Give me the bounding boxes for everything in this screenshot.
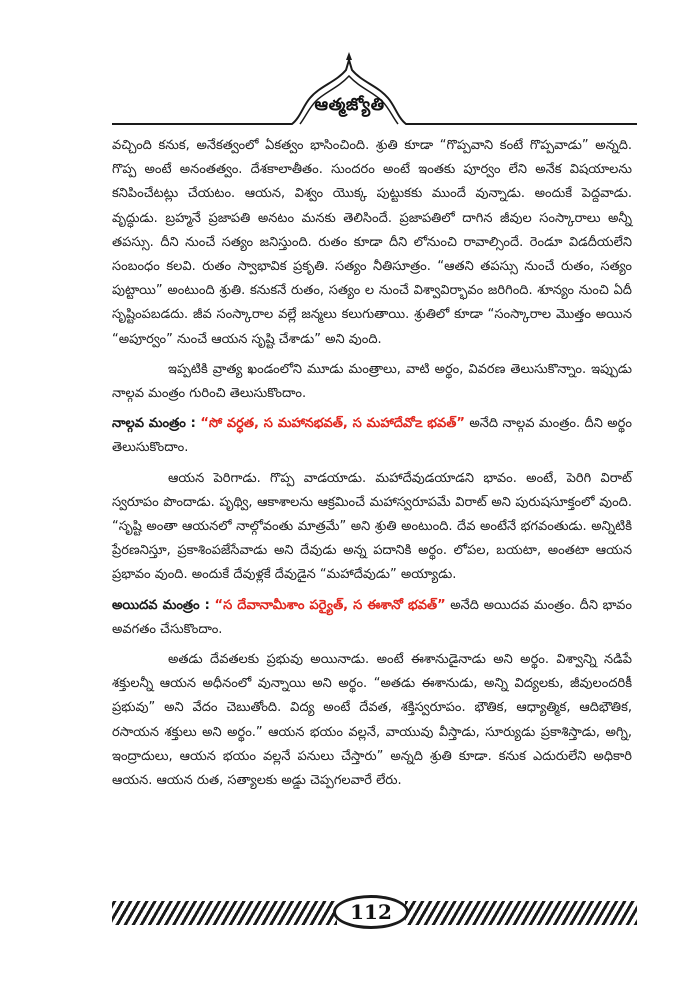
page-header	[0, 0, 699, 150]
mantra-quote: “స దేవానామీశాం పర్యైత్, స ఈశానో భవత్”	[214, 597, 446, 613]
page-footer	[112, 893, 637, 933]
book-title: ఆత్మజ్యోతి	[314, 95, 385, 115]
paragraph-text: అనేది అయిదవ మంత్రం. దీని భావం అవగతం చేసుకొందాం.	[112, 597, 632, 637]
hatch-band-right	[405, 901, 637, 925]
mantra-quote: “సో వర్ధత, స మహానభవత్, స మహాదేవో౽ భవత్”	[200, 416, 465, 432]
mantra-paragraph	[112, 412, 632, 460]
page-body	[112, 134, 632, 793]
mantra-paragraph	[112, 594, 632, 642]
mantra-heading: అయిదవ మంత్రం :	[112, 597, 210, 613]
dome-frame-ornament	[0, 0, 699, 150]
hatch-band-left	[112, 901, 337, 925]
paragraph: అతడు దేవతలకు ప్రభువు అయినాడు. అంటే ఈశానుడైనాడు అని అర్థం. విశ్వాన్ని నడిపే శక్తులన్నీ ఆయన అధీనంలో వున్నాయి అని అర్థం. “అతడు ఈశానుడు, అన్ని విద్యలకు, జీవులందరికీ ప్రభువు” అని వేదం చెబుతోంది. విద్య అంటే దేవత, శక్తిస్వరూపం. భౌతిక, ఆధ్యాత్మిక, ఆదిభౌతిక, రసాయన శక్తులు అని అర్థం.” ఆయన భయం వల్లనే, వాయువు వీస్తాడు, సూర్యుడు ప్రకాశిస్తాడు, అగ్ని, ఇంద్రాదులు, ఆయన భయం వల్లనే పనులు చేస్తారు” అన్నది శ్రుతి కూడా. కనుక ఎదురులేని అధికారి ఆయన. ఆయన రుత, సత్యాలకు అడ్డు చెప్పగలవారే లేరు.	[112, 652, 632, 789]
mantra-heading: నాల్గవ మంత్రం :	[112, 416, 196, 432]
page-number: 112	[333, 895, 409, 929]
paragraph: ఆయన పెరిగాడు. గొప్ప వాడయాడు. మహాదేవుడయాడని భావం. అంటే, పెరిగి విరాట్ స్వరూపం పొందాడు. పృథ్వి, ఆకాశాలను ఆక్రమించే మహాస్వరూపమే విరాట్ అని పురుషసూక్తంలో వుంది. “సృష్టి అంతా ఆయనలో నాల్గోవంతు మాత్రమే” అని శ్రుతి అంటుంది. దేవ అంటేనే భగవంతుడు. అన్నిటికి ప్రేరణనిస్తూ, ప్రకాశింపజేసేవాడు అని దేవుడు అన్న పదానికి అర్థం. లోపల, బయటా, అంతటా ఆయన ప్రభావం వుంది. అందుకే దేవుళ్లకే దేవుడైన “మహాదేవుడు” అయ్యాడు.	[112, 470, 632, 583]
paragraph: వచ్చింది కనుక, అనేకత్వంలో ఏకత్వం భాసించింది. శ్రుతి కూడా “గొప్పవాని కంటే గొప్పవాడు” అన్నది. గొప్ప అంటే అనంతత్వం. దేశకాలాతీతం. సుందరం అంటే ఇంతకు పూర్వం లేని అనేక విషయాలను కనిపించేటట్లు చేయటం. ఆయన, విశ్వం యొక్క పుట్టుకకు ముందే వున్నాడు. అందుకే పెద్దవాడు. వృద్ధుడు. బ్రహ్మనే ప్రజాపతి అనటం మనకు తెలిసిందే. ప్రజాపతిలో దాగిన జీవుల సంస్కారాలు అన్నీ తపస్సు. దీని నుంచే సత్యం జనిస్తుంది. రుతం కూడా దీని లోనుంచి రావాల్సిందే. రెండూ విడదీయలేని సంబంధం కలవి. రుతం స్వాభావిక ప్రకృతి. సత్యం నీతిసూత్రం. “ఆతని తపస్సు నుంచే రుతం, సత్యం పుట్టాయి” అంటుంది శ్రుతి. కనుకనే రుతం, సత్యం ల నుంచే విశ్వావిర్భావం జరిగింది. శూన్యం నుంచి ఏదీ సృష్టింపబడదు. జీవ సంస్కారాల వల్లే జన్మలు కలుగుతాయి. శ్రుతిలో కూడా “సంస్కారాల మొత్తం అయిన “అపూర్వం” నుంచే ఆయన సృష్టి చేశాడు” అని వుంది.	[112, 138, 632, 347]
paragraph-text: అనేది నాల్గవ మంత్రం. దీని అర్థం తెలుసుకొందాం.	[112, 416, 632, 456]
paragraph: ఇప్పటికి వ్రాత్య ఖండంలోని మూడు మంత్రాలు, వాటి అర్థం, వివరణ తెలుసుకొన్నాం. ఇప్పుడు నాల్గవ మంత్రం గురించి తెలుసుకొందాం.	[112, 361, 632, 402]
